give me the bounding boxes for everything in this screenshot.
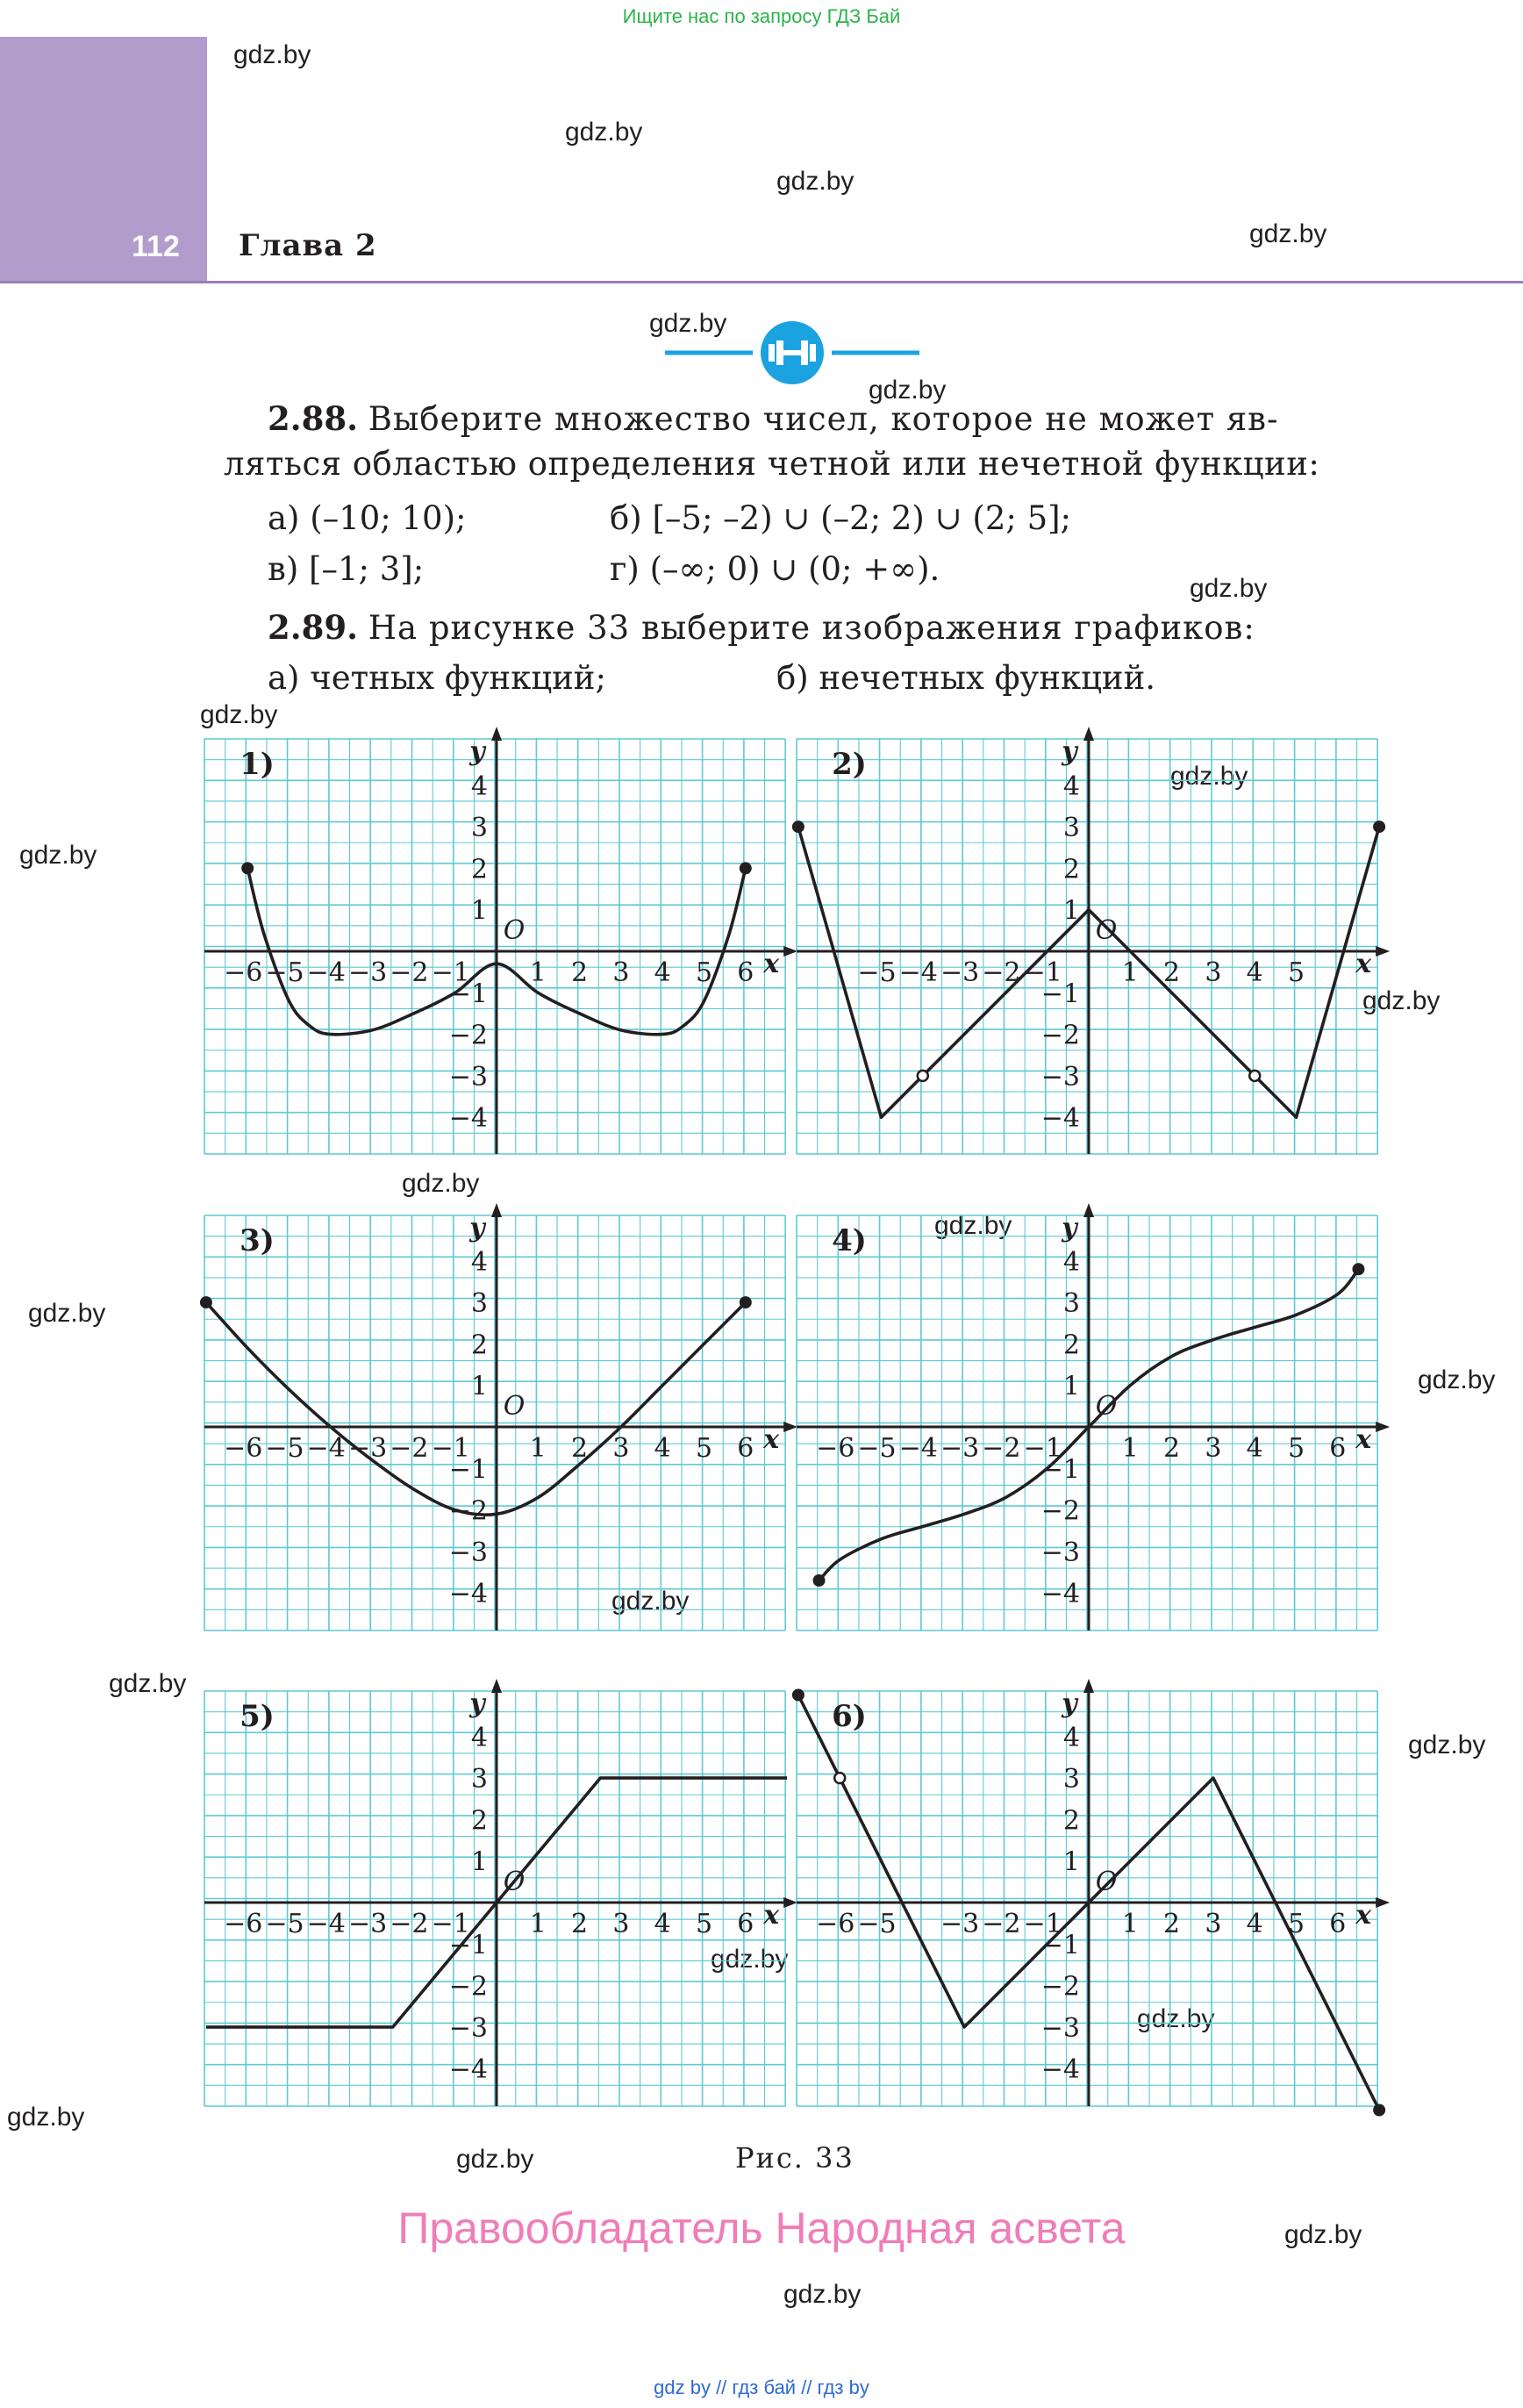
y-tick-label: 4 [470, 770, 488, 802]
y-tick-label: −4 [1040, 2054, 1080, 2086]
x-tick-label: −2 [390, 1433, 429, 1464]
x-axis-arrow [783, 1897, 797, 1908]
x-tick-label: −6 [224, 1909, 263, 1939]
origin-label: O [503, 1391, 526, 1422]
x-tick-label: 1 [1121, 957, 1139, 988]
exercise-288-option-a: а) (–10; 10); [268, 499, 467, 537]
graph-label: 6) [832, 1699, 867, 1734]
y-tick-label: −2 [1040, 1495, 1080, 1527]
y-tick-label: 1 [470, 895, 488, 927]
exercise-288-option-c: в) [–1; 3]; [268, 550, 425, 588]
y-tick-label: −1 [1040, 978, 1080, 1010]
x-tick-label: 5 [695, 1433, 713, 1464]
y-axis-label: y [1062, 736, 1077, 767]
graph-panel-2 [792, 727, 1390, 1154]
filled-point [1373, 821, 1385, 833]
y-tick-label: 3 [1062, 813, 1080, 844]
filled-point [241, 862, 254, 874]
rights-holder: Правообладатель Народная асвета [397, 2204, 1126, 2253]
y-axis-label: y [469, 1213, 485, 1243]
x-tick-label: −6 [224, 1433, 263, 1464]
y-tick-label: −2 [1040, 1971, 1080, 2003]
y-tick-label: 1 [1062, 1846, 1080, 1878]
y-tick-label: −4 [448, 1579, 488, 1610]
y-tick-label: −4 [448, 2054, 488, 2086]
open-point [1249, 1071, 1260, 1081]
y-tick-label: 3 [470, 1288, 488, 1320]
watermark: gdz.by [565, 118, 643, 147]
y-axis-arrow [491, 1203, 502, 1217]
y-tick-label: −3 [448, 1061, 488, 1093]
x-tick-label: 4 [1246, 957, 1263, 988]
graph-panel-5 [204, 1679, 797, 2106]
graph-panel-4 [797, 1203, 1390, 1630]
x-tick-label: −1 [1023, 1433, 1062, 1464]
watermark: gdz.by [402, 1169, 480, 1198]
x-tick-label: 4 [654, 1433, 671, 1464]
x-tick-label: −4 [306, 957, 346, 988]
filled-point [740, 862, 752, 874]
x-tick-label: 6 [737, 1909, 754, 1939]
graph-panel-1 [204, 727, 797, 1154]
y-axis-label: y [1062, 1213, 1077, 1243]
watermark: gdz.by [200, 700, 278, 729]
x-tick-label: 3 [1205, 957, 1222, 988]
x-tick-label: −5 [265, 1909, 304, 1939]
y-tick-label: 1 [1062, 1371, 1080, 1402]
x-tick-label: −6 [816, 1909, 855, 1939]
origin-label: O [1095, 915, 1118, 946]
exercise-289-number: 2.89. [268, 608, 358, 647]
x-tick-label: −4 [306, 1909, 346, 1939]
exercise-288-line2: ляться областью определения четной или нечетной функции: [224, 445, 1320, 483]
y-tick-label: −1 [448, 978, 488, 1010]
x-tick-label: 6 [737, 957, 754, 988]
x-axis-arrow [1376, 946, 1390, 957]
x-tick-label: −1 [431, 957, 470, 988]
y-tick-label: 1 [470, 1371, 488, 1402]
y-axis-label: y [1062, 1688, 1077, 1719]
watermark: gdz.by [1284, 2220, 1362, 2249]
x-tick-label: 4 [654, 1909, 671, 1939]
exercise-289-text: На рисунке 33 выберите изображения графиков: [368, 609, 1255, 647]
exercise-288-option-b: б) [–5; –2) ∪ (–2; 2) ∪ (2; 5]; [610, 499, 1072, 537]
x-tick-label: −4 [898, 1433, 938, 1464]
watermark: gdz.by [7, 2103, 85, 2132]
x-axis-label: x [763, 1900, 780, 1931]
x-tick-label: 2 [571, 1909, 589, 1939]
x-tick-label: −3 [347, 1433, 388, 1464]
filled-point [740, 1296, 752, 1308]
x-axis-label: x [763, 1424, 780, 1455]
watermark: gdz.by [649, 309, 727, 338]
origin-label: O [503, 915, 526, 946]
y-tick-label: 4 [1062, 1722, 1080, 1753]
figure-caption: Рис. 33 [735, 2141, 854, 2175]
x-axis-label: x [1355, 1900, 1372, 1931]
filled-point [200, 1296, 212, 1308]
y-tick-label: 2 [470, 1329, 488, 1361]
watermark: gdz.by [456, 2145, 534, 2174]
y-tick-label: −4 [1040, 1103, 1080, 1135]
x-tick-label: 4 [1246, 1433, 1263, 1464]
y-tick-label: 4 [1062, 770, 1080, 802]
watermark: gdz.by [1408, 1731, 1486, 1759]
watermark: gdz.by [869, 376, 947, 405]
x-axis-arrow [1376, 1422, 1390, 1432]
y-axis-arrow [491, 727, 502, 741]
y-axis-arrow [491, 1679, 502, 1693]
y-tick-label: −1 [448, 1454, 488, 1486]
origin-label: O [503, 1867, 526, 1897]
x-tick-label: 5 [1287, 1909, 1305, 1939]
y-axis-arrow [1083, 1203, 1094, 1217]
graph-label: 1) [240, 747, 275, 782]
x-tick-label: −3 [940, 1433, 980, 1464]
watermark: gdz.by [109, 1669, 187, 1698]
watermark: gdz.by [233, 40, 311, 69]
graph-label: 2) [832, 747, 867, 782]
x-tick-label: −2 [390, 1909, 429, 1939]
x-tick-label: 5 [695, 1909, 713, 1939]
x-tick-label: 1 [529, 1909, 547, 1939]
x-axis-arrow [1376, 1897, 1390, 1908]
y-tick-label: 2 [470, 854, 488, 885]
x-tick-label: 1 [529, 1433, 547, 1464]
y-tick-label: −2 [448, 1971, 488, 2003]
top-banner[interactable]: Ищите нас по запросу ГДЗ Бай [622, 5, 901, 27]
footer-links[interactable]: gdz by // гдз бай // гдз by [654, 2376, 869, 2398]
x-tick-label: −5 [857, 1909, 897, 1939]
origin-label: O [1095, 1867, 1118, 1897]
watermark: gdz.by [1249, 219, 1327, 248]
x-tick-label: −6 [224, 957, 263, 988]
x-tick-label: −2 [982, 957, 1021, 988]
x-tick-label: 4 [1246, 1909, 1263, 1939]
x-tick-label: 1 [529, 957, 547, 988]
y-tick-label: −1 [1040, 1930, 1080, 1961]
x-tick-label: −5 [857, 1433, 897, 1464]
x-tick-label: −5 [265, 1433, 304, 1464]
x-tick-label: −3 [940, 1909, 980, 1939]
x-tick-label: −3 [940, 957, 980, 988]
exercise-289-option-b: б) нечетных функций. [776, 659, 1155, 697]
x-tick-label: −5 [265, 957, 304, 988]
graph-panel-6 [792, 1679, 1390, 2117]
filled-point [792, 821, 804, 833]
x-tick-label: 3 [612, 1433, 630, 1464]
y-tick-label: −4 [1040, 1579, 1080, 1610]
y-axis-label: y [469, 736, 485, 767]
x-tick-label: 5 [1287, 1433, 1305, 1464]
y-tick-label: 1 [1062, 895, 1080, 927]
x-tick-label: 6 [737, 1433, 754, 1464]
x-tick-label: −1 [1023, 957, 1062, 988]
watermark: gdz.by [776, 167, 854, 196]
y-tick-label: −3 [448, 1537, 488, 1568]
y-tick-label: −3 [1040, 1537, 1080, 1568]
y-tick-label: −3 [1040, 1061, 1080, 1093]
x-tick-label: −1 [431, 1433, 470, 1464]
watermark: gdz.by [711, 1945, 789, 1974]
x-tick-label: 5 [1287, 957, 1305, 988]
exercise-288-option-d: г) (–∞; 0) ∪ (0; +∞). [610, 550, 940, 588]
x-tick-label: 2 [1163, 1909, 1181, 1939]
x-tick-label: 3 [612, 1909, 630, 1939]
watermark: gdz.by [1362, 986, 1441, 1015]
y-tick-label: 2 [1062, 854, 1080, 885]
x-tick-label: 2 [571, 957, 589, 988]
graph-label: 5) [240, 1699, 275, 1734]
x-tick-label: −5 [857, 957, 897, 988]
x-tick-label: 1 [1121, 1433, 1139, 1464]
x-tick-label: −1 [431, 1909, 470, 1939]
x-tick-label: 2 [1163, 957, 1181, 988]
x-tick-label: −2 [982, 1433, 1021, 1464]
y-tick-label: 3 [1062, 1288, 1080, 1320]
x-tick-label: 3 [612, 957, 630, 988]
exercise-289-option-a: а) четных функций; [268, 659, 606, 697]
page-number: 112 [132, 230, 180, 263]
x-tick-label: 6 [1329, 1433, 1347, 1464]
y-tick-label: 2 [470, 1805, 488, 1837]
y-tick-label: 1 [470, 1846, 488, 1878]
y-tick-label: −4 [448, 1103, 488, 1135]
graph-label: 3) [240, 1223, 275, 1258]
x-tick-label: −3 [347, 957, 388, 988]
x-tick-label: −2 [390, 957, 429, 988]
y-tick-label: −2 [448, 1020, 488, 1051]
y-tick-label: 4 [470, 1246, 488, 1278]
x-axis-label: x [1355, 1424, 1372, 1455]
y-tick-label: 3 [1062, 1764, 1080, 1795]
exercise-288-text: Выберите множество чисел, которое не может яв- [368, 400, 1279, 438]
x-tick-label: −4 [898, 957, 938, 988]
x-axis-arrow [783, 1422, 797, 1432]
graph-label: 4) [832, 1223, 867, 1258]
y-axis-label: y [469, 1688, 485, 1719]
filled-point [792, 1689, 804, 1702]
y-tick-label: 2 [1062, 1805, 1080, 1837]
y-axis-arrow [1083, 1679, 1094, 1693]
x-tick-label: 4 [654, 957, 671, 988]
chapter-title: Глава 2 [239, 228, 377, 263]
watermark: gdz.by [1418, 1365, 1496, 1394]
filled-point [1352, 1263, 1364, 1275]
x-tick-label: 1 [1121, 1909, 1139, 1939]
y-tick-label: −2 [1040, 1020, 1080, 1051]
y-tick-label: 3 [470, 1764, 488, 1795]
x-tick-label: −3 [347, 1909, 388, 1939]
y-tick-label: −1 [1040, 1454, 1080, 1486]
x-tick-label: −4 [306, 1433, 346, 1464]
filled-point [813, 1574, 826, 1587]
x-tick-label: −6 [816, 1433, 855, 1464]
x-tick-label: −1 [1023, 1909, 1062, 1939]
y-tick-label: 4 [1062, 1246, 1080, 1278]
open-point [834, 1773, 845, 1783]
y-tick-label: −2 [448, 1495, 488, 1527]
y-tick-label: 4 [470, 1722, 488, 1753]
graph-panel-3 [200, 1203, 797, 1630]
origin-label: O [1095, 1391, 1118, 1422]
exercise-288-number: 2.88. [268, 399, 358, 438]
open-point [918, 1071, 928, 1081]
x-tick-label: 5 [695, 957, 713, 988]
watermark: gdz.by [1170, 762, 1248, 791]
watermark: gdz.by [934, 1211, 1012, 1240]
watermark: gdz.by [19, 841, 97, 870]
y-tick-label: −1 [448, 1930, 488, 1961]
x-axis-label: x [763, 949, 780, 979]
watermark: gdz.by [1190, 574, 1268, 603]
watermark: gdz.by [28, 1299, 106, 1328]
x-tick-label: 2 [571, 1433, 589, 1464]
y-tick-label: −3 [448, 2012, 488, 2044]
x-tick-label: 3 [1205, 1433, 1222, 1464]
x-axis-arrow [783, 946, 797, 957]
x-axis-label: x [1355, 949, 1372, 979]
watermark: gdz.by [783, 2280, 862, 2309]
watermark: gdz.by [1137, 2004, 1215, 2033]
y-axis-arrow [1083, 727, 1094, 741]
x-tick-label: −2 [982, 1909, 1021, 1939]
y-tick-label: −3 [1040, 2012, 1080, 2044]
x-tick-label: 3 [1205, 1909, 1222, 1939]
x-tick-label: 6 [1329, 1909, 1347, 1939]
watermark: gdz.by [611, 1587, 690, 1616]
filled-point [1373, 2104, 1385, 2117]
y-tick-label: 3 [470, 813, 488, 844]
y-tick-label: 2 [1062, 1329, 1080, 1361]
x-tick-label: 2 [1163, 1433, 1181, 1464]
